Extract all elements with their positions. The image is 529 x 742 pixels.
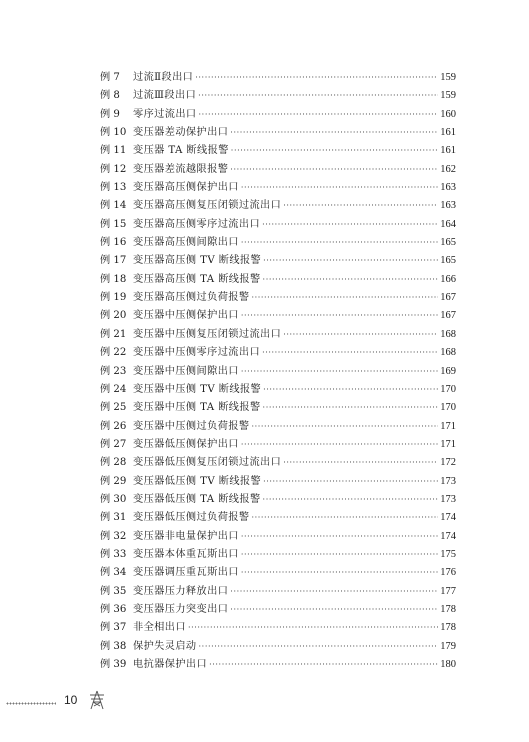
toc-entry-title: 电抗器保护出口 — [133, 659, 208, 670]
toc-entry-page: 171 — [440, 420, 456, 432]
toc-dot-leader — [262, 344, 438, 362]
toc-entry-number: 例 21 — [100, 328, 127, 340]
toc-entry-number: 例 11 — [100, 145, 127, 157]
toc-entry — [100, 216, 456, 234]
toc-dot-leader — [262, 216, 438, 234]
toc-entry-number: 例 16 — [100, 237, 127, 249]
toc-dot-leader — [263, 381, 438, 399]
toc-entry-page: 164 — [440, 218, 456, 230]
toc-dot-leader — [241, 363, 438, 381]
toc-entry-number: 例 27 — [100, 438, 127, 450]
toc-entry-number: 例 25 — [100, 402, 127, 414]
toc-dot-leader — [198, 87, 438, 105]
toc-entry — [100, 326, 456, 344]
footer-page-number: 10 — [64, 693, 78, 707]
toc-entry — [100, 69, 456, 87]
toc-entry — [100, 564, 456, 582]
toc-entry-page: 170 — [440, 402, 456, 414]
toc-entry-number: 例 14 — [100, 200, 127, 212]
toc-entry-title: 变压器高压侧过负荷报警 — [133, 292, 250, 304]
toc-entry-title: 过流Ⅲ段出口 — [133, 90, 197, 102]
toc-entry-number: 例 18 — [100, 273, 127, 285]
toc-entry-number: 例 38 — [100, 640, 127, 652]
toc-entry-page: 176 — [440, 567, 456, 579]
toc-entry-page: 173 — [440, 475, 456, 487]
toc-dot-leader — [251, 509, 438, 527]
toc-dot-leader — [209, 656, 438, 674]
toc-dot-leader — [241, 234, 438, 252]
toc-entry-number: 例 10 — [100, 127, 127, 139]
toc-dot-leader — [241, 307, 438, 325]
toc-entry-number: 例 22 — [100, 347, 127, 359]
toc-dot-leader — [263, 271, 439, 289]
toc-entry-number: 例 36 — [100, 603, 127, 615]
toc-dot-leader — [283, 326, 438, 344]
toc-entry-number: 例 35 — [100, 585, 127, 597]
footer-dotted-rule — [6, 702, 56, 705]
toc-dot-leader — [241, 436, 438, 454]
toc-entry-title: 变压器调压重瓦斯出口 — [133, 567, 239, 579]
toc-dot-leader — [199, 638, 439, 656]
toc-entry-page: 168 — [440, 328, 456, 340]
toc-entry-page: 159 — [440, 72, 456, 83]
toc-entry-title: 变压器低压侧保护出口 — [133, 438, 239, 450]
toc-entry-number: 例 20 — [100, 310, 127, 322]
toc-dot-leader — [230, 124, 438, 142]
toc-entry — [100, 601, 456, 619]
toc-entry-page: 174 — [440, 530, 456, 542]
toc-entry — [100, 418, 456, 436]
toc-entry-title: 变压器低压侧复压闭锁过流出口 — [133, 457, 282, 469]
toc-entry — [100, 161, 456, 179]
toc-entry-title: 变压器中压侧保护出口 — [133, 310, 239, 322]
toc-entry-number: 例 7 — [100, 72, 120, 83]
table-of-contents — [100, 69, 456, 674]
toc-entry-page: 167 — [440, 310, 456, 322]
toc-entry — [100, 583, 456, 601]
toc-entry — [100, 454, 456, 472]
toc-entry — [100, 124, 456, 142]
toc-entry-number: 例 39 — [100, 659, 127, 670]
toc-entry — [100, 344, 456, 362]
toc-entry-number: 例 29 — [100, 475, 127, 487]
toc-entry-page: 165 — [440, 255, 456, 267]
toc-entry-number: 例 30 — [100, 493, 127, 505]
toc-entry — [100, 619, 456, 637]
toc-entry-title: 变压器中压侧 TV 断线报警 — [133, 383, 262, 395]
page-footer — [0, 690, 130, 714]
toc-entry-title: 变压器中压侧复压闭锁过流出口 — [133, 328, 282, 340]
toc-entry-page: 162 — [440, 163, 456, 175]
toc-entry — [100, 436, 456, 454]
toc-entry-title: 变压器中压侧间隙出口 — [133, 365, 239, 377]
toc-entry-number: 例 32 — [100, 530, 127, 542]
toc-dot-leader — [230, 583, 438, 601]
toc-entry-title: 变压器本体重瓦斯出口 — [133, 548, 239, 560]
toc-dot-leader — [230, 161, 438, 179]
toc-entry-title: 零序过流出口 — [133, 108, 197, 120]
toc-entry — [100, 509, 456, 527]
toc-entry — [100, 638, 456, 656]
toc-entry — [100, 234, 456, 252]
toc-entry-title: 变压器高压侧 TA 断线报警 — [133, 273, 261, 285]
toc-entry — [100, 399, 456, 417]
toc-entry-page: 174 — [440, 512, 456, 524]
toc-entry — [100, 656, 456, 674]
toc-dot-leader — [241, 546, 438, 564]
toc-entry-title: 变压器中压侧 TA 断线报警 — [133, 402, 261, 414]
toc-entry-page: 179 — [440, 640, 456, 652]
power-tower-icon — [88, 690, 106, 714]
toc-dot-leader — [241, 564, 438, 582]
toc-entry-title: 变压器高压侧间隙出口 — [133, 237, 239, 249]
toc-entry-number: 例 19 — [100, 292, 127, 304]
toc-entry-title: 过流Ⅱ段出口 — [133, 72, 194, 83]
toc-entry-title: 变压器高压侧零序过流出口 — [133, 218, 261, 230]
toc-entry-number: 例 23 — [100, 365, 127, 377]
toc-entry-page: 171 — [440, 438, 456, 450]
toc-entry-number: 例 8 — [100, 90, 120, 102]
toc-entry — [100, 197, 456, 215]
toc-entry-title: 变压器高压侧 TV 断线报警 — [133, 255, 262, 267]
toc-dot-leader — [263, 473, 438, 491]
toc-dot-leader — [241, 179, 438, 197]
toc-entry-title: 变压器 TA 断线报警 — [133, 145, 229, 157]
toc-dot-leader — [230, 601, 438, 619]
toc-entry-page: 161 — [440, 145, 456, 157]
toc-entry-page: 178 — [440, 622, 456, 634]
toc-entry-title: 变压器低压侧过负荷报警 — [133, 512, 250, 524]
toc-entry — [100, 142, 456, 160]
toc-dot-leader — [251, 289, 438, 307]
toc-entry — [100, 271, 456, 289]
toc-entry-page: 163 — [440, 200, 456, 212]
toc-entry-page: 168 — [440, 347, 456, 359]
toc-entry-number: 例 37 — [100, 622, 127, 634]
toc-entry-title: 变压器差动保护出口 — [133, 127, 229, 139]
toc-entry-number: 例 33 — [100, 548, 127, 560]
toc-entry-title: 变压器差流越限报警 — [133, 163, 229, 175]
toc-entry — [100, 87, 456, 105]
toc-dot-leader — [263, 252, 438, 270]
toc-entry-number: 例 13 — [100, 182, 127, 194]
toc-entry-page: 160 — [440, 108, 456, 120]
toc-dot-leader — [199, 106, 439, 124]
toc-entry-page: 159 — [440, 90, 456, 102]
toc-entry — [100, 106, 456, 124]
toc-entry-title: 变压器高压侧复压闭锁过流出口 — [133, 200, 282, 212]
toc-entry — [100, 252, 456, 270]
toc-dot-leader — [241, 528, 438, 546]
toc-entry — [100, 528, 456, 546]
toc-entry-title: 变压器压力释放出口 — [133, 585, 229, 597]
toc-entry-page: 180 — [440, 659, 456, 670]
toc-dot-leader — [251, 418, 438, 436]
toc-entry-number: 例 12 — [100, 163, 127, 175]
toc-entry-page: 169 — [440, 365, 456, 377]
toc-entry — [100, 289, 456, 307]
toc-dot-leader — [195, 69, 438, 87]
toc-entry-number: 例 9 — [100, 108, 120, 120]
toc-entry-title: 保护失灵启动 — [133, 640, 197, 652]
toc-dot-leader — [188, 619, 438, 637]
toc-entry-number: 例 24 — [100, 383, 127, 395]
toc-entry-title: 变压器高压侧保护出口 — [133, 182, 239, 194]
toc-entry-number: 例 17 — [100, 255, 127, 267]
toc-entry-page: 166 — [440, 273, 456, 285]
toc-entry-number: 例 31 — [100, 512, 127, 524]
toc-entry-title: 变压器压力突变出口 — [133, 603, 229, 615]
toc-entry — [100, 307, 456, 325]
toc-entry-title: 变压器低压侧 TV 断线报警 — [133, 475, 262, 487]
toc-entry — [100, 473, 456, 491]
toc-entry — [100, 546, 456, 564]
toc-entry-number: 例 15 — [100, 218, 127, 230]
toc-entry — [100, 491, 456, 509]
toc-dot-leader — [283, 197, 438, 215]
toc-dot-leader — [283, 454, 438, 472]
toc-entry-page: 167 — [440, 292, 456, 304]
toc-entry-title: 变压器中压侧零序过流出口 — [133, 347, 261, 359]
toc-dot-leader — [231, 142, 438, 160]
toc-entry — [100, 363, 456, 381]
toc-entry-page: 163 — [440, 182, 456, 194]
toc-dot-leader — [263, 491, 439, 509]
toc-entry-title: 变压器低压侧 TA 断线报警 — [133, 493, 261, 505]
toc-entry-page: 178 — [440, 603, 456, 615]
toc-entry-number: 例 34 — [100, 567, 127, 579]
toc-entry — [100, 381, 456, 399]
toc-entry-page: 175 — [440, 548, 456, 560]
toc-entry-page: 170 — [440, 383, 456, 395]
toc-entry-page: 172 — [440, 457, 456, 469]
toc-entry-page: 177 — [440, 585, 456, 597]
toc-entry-number: 例 26 — [100, 420, 127, 432]
toc-entry-page: 165 — [440, 237, 456, 249]
toc-entry-number: 例 28 — [100, 457, 127, 469]
toc-entry-page: 173 — [440, 493, 456, 505]
toc-entry-title: 变压器非电量保护出口 — [133, 530, 239, 542]
toc-entry-page: 161 — [440, 127, 456, 139]
toc-dot-leader — [263, 399, 439, 417]
toc-entry-title: 变压器中压侧过负荷报警 — [133, 420, 250, 432]
toc-entry-title: 非全相出口 — [133, 622, 186, 634]
toc-entry — [100, 179, 456, 197]
